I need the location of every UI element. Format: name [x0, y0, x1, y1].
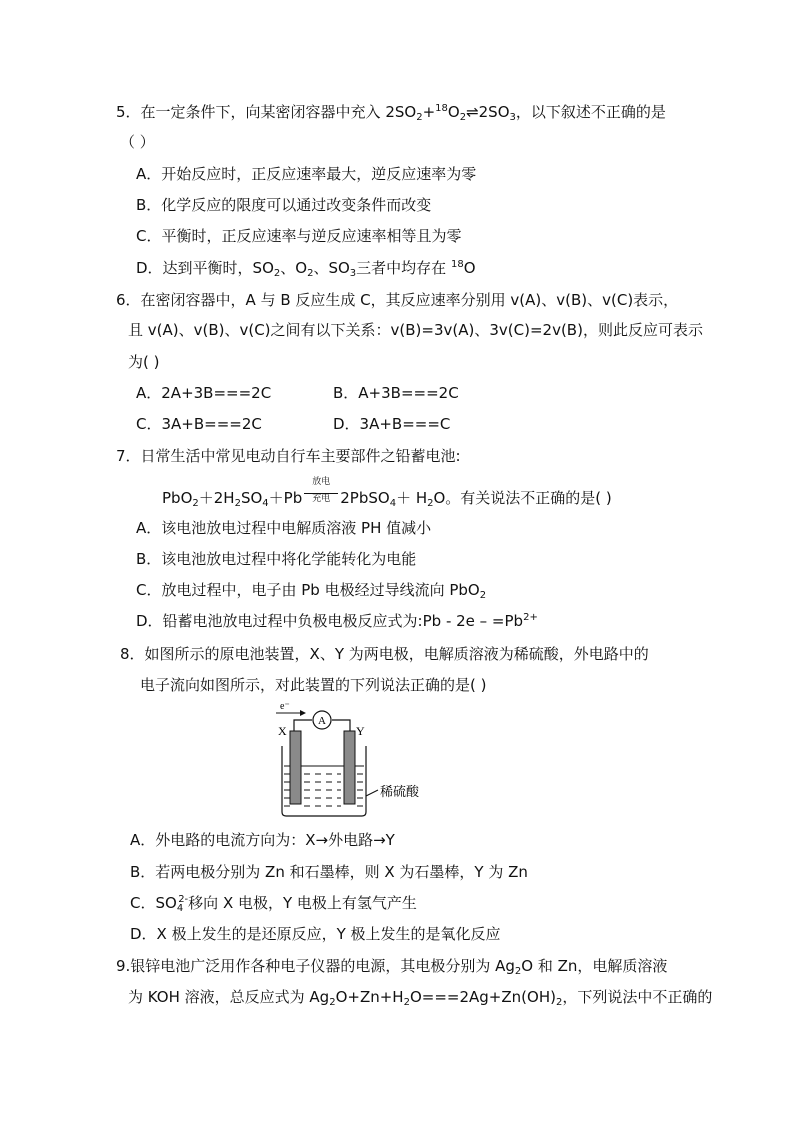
q9-text: O 和 Zn，电解质溶液 [521, 957, 668, 975]
q7-option-a: A．该电池放电过程中电解质溶液 PH 值减小 [136, 519, 432, 537]
q5-isotope: 18 [450, 259, 464, 270]
q5-optd-text: D．达到平衡时，SO [136, 259, 274, 277]
q7-sub: 2 [427, 498, 434, 509]
q9-sub: 2 [329, 997, 336, 1008]
q7-eq-text: ＋ H [396, 489, 428, 507]
q7-eq-text: PbO [162, 489, 193, 507]
q8-option-c [130, 893, 417, 913]
arrow-label-charge: 充电 [312, 493, 331, 504]
q9-line-2 [128, 987, 712, 1007]
q5-option-a: A．开始反应时，正反应速率最大，逆反应速率为零 [136, 165, 477, 183]
q7-option-d [136, 611, 538, 631]
q8-option-d: D．X 极上发生的是还原反应，Y 极上发生的是氧化反应 [130, 925, 501, 943]
q8-charge: 2- [178, 894, 189, 905]
q6-option-b: B．A+3B===2C [333, 384, 459, 402]
q7-optc-text: C．放电过程中，电子由 Pb 电极经过导线流向 PbO [136, 581, 480, 599]
electron-arrowhead [300, 710, 306, 716]
q8-optc-text: 移向 X 电极，Y 电极上有氢气产生 [188, 894, 417, 912]
acid-leader-line [366, 790, 378, 796]
q6-line-3: 为( ) [128, 353, 160, 371]
q5-optd-text: 、O [280, 259, 308, 277]
q7-option-c [136, 580, 486, 600]
q5-sub: 3 [509, 112, 516, 123]
ammeter-label: A [318, 715, 326, 727]
electrode-y [344, 731, 355, 804]
q9-text: ，下列说法中不正确的 [562, 988, 713, 1006]
q9-text: 9.银锌电池广泛用作各种电子仪器的电源，其电极分别为 Ag [116, 957, 515, 975]
q8-option-b: B．若两电极分别为 Zn 和石墨棒，则 X 为石墨棒，Y 为 Zn [130, 863, 528, 881]
q7-equation [162, 476, 612, 509]
q5-optd-text: 三者中均存在 [356, 259, 451, 277]
q5-isotope: 18 [435, 103, 448, 114]
q5-option-b: B．化学反应的限度可以通过改变条件而改变 [136, 196, 432, 214]
q7-sub: 4 [389, 498, 397, 509]
q8-line-2: 电子流向如图所示，对此装置的下列说法正确的是( ) [140, 676, 487, 694]
q7-eq-text: ＋Pb [268, 489, 303, 507]
electrode-x-label: X [278, 724, 287, 738]
q8-line-1: 8．如图所示的原电池装置，X、Y 为两电极，电解质溶液为稀硫酸，外电路中的 [120, 645, 649, 663]
electron-label: e⁻ [280, 701, 290, 712]
q7-eq-tail: O。有关说法不正确的是( ) [433, 489, 612, 507]
electrode-y-label: Y [356, 724, 365, 738]
q9-line-1 [116, 956, 667, 976]
reversible-arrow [302, 476, 340, 509]
q5-sub: 2 [307, 268, 314, 279]
q6-option-a: A．2A+3B===2C [136, 384, 272, 402]
q5-optd-text: O [463, 259, 476, 277]
q7-eq-text: 2PbSO [340, 489, 390, 507]
q9-sub: 2 [403, 997, 410, 1008]
q7-option-b: B．该电池放电过程中将化学能转化为电能 [136, 550, 417, 568]
q8-optc-text: C．SO [130, 894, 177, 912]
q7-sub: 2 [479, 590, 487, 601]
q5-sub: 2 [459, 112, 467, 123]
q9-text: O===2Ag+Zn(OH) [409, 988, 556, 1006]
q7-optd-text: D．铅蓄电池放电过程中负极电极反应式为:Pb - 2e – =Pb [136, 612, 524, 630]
q9-sub: 2 [514, 966, 522, 977]
q7-sub: 2 [234, 498, 241, 509]
q5-equilibrium: ⇌2SO [466, 103, 510, 121]
wire-left [294, 720, 312, 731]
q6-option-d: D．3A+B===C [333, 415, 451, 433]
q5-stem-tail: ，以下叙述不正确的是 [515, 103, 666, 121]
electrode-x [290, 731, 301, 804]
q7-sub: 2 [192, 498, 199, 509]
q5-answer-paren: （ ） [120, 133, 155, 151]
q5-plus: + [422, 103, 436, 121]
q6-line-2: 且 v(A)、v(B)、v(C)之间有以下关系：v(B)=3v(A)、3v(C)=2v(B)，则此反应可表示 [128, 321, 703, 339]
q5-sub: 3 [349, 268, 357, 279]
q5-stem-text: 5．在一定条件下，向某密闭容器中充入 2SO [116, 103, 417, 121]
q7-line-1: 7．日常生活中常见电动自行车主要部件之铅蓄电池: [116, 447, 461, 465]
q9-text: O+Zn+H [335, 988, 404, 1006]
q5-optd-text: 、SO [313, 259, 350, 277]
arrow-label-discharge: 放电 [312, 476, 331, 487]
q5-sub: 2 [416, 112, 423, 123]
q7-eq-text: ＋2H [198, 489, 235, 507]
q8-option-a: A．外电路的电流方向为：X→外电路→Y [130, 831, 395, 849]
wire-right [332, 720, 350, 731]
q7-charge: 2+ [523, 612, 538, 623]
q5-stem [116, 102, 666, 122]
q7-eq-text: SO [240, 489, 263, 507]
q9-sub: 2 [555, 997, 563, 1008]
q6-option-c: C．3A+B===2C [136, 415, 262, 433]
dilute-sulfuric-acid-label: 稀硫酸 [380, 785, 420, 800]
q8-sub: 4 [176, 903, 184, 914]
q5-option-c: C．平衡时，正反应速率与逆反应速率相等且为零 [136, 227, 462, 245]
q6-line-1: 6．在密闭容器中，A 与 B 反应生成 C，其反应速率分别用 v(A)、v(B)、v(C)表示， [116, 291, 679, 309]
q9-text: 为 KOH 溶液，总反应式为 Ag [128, 988, 330, 1006]
q5-sub: 2 [273, 268, 281, 279]
q5-option-d [136, 258, 476, 278]
q5-oxygen: O [447, 103, 460, 121]
galvanic-cell-diagram [270, 700, 450, 820]
q7-sub: 4 [262, 498, 269, 509]
